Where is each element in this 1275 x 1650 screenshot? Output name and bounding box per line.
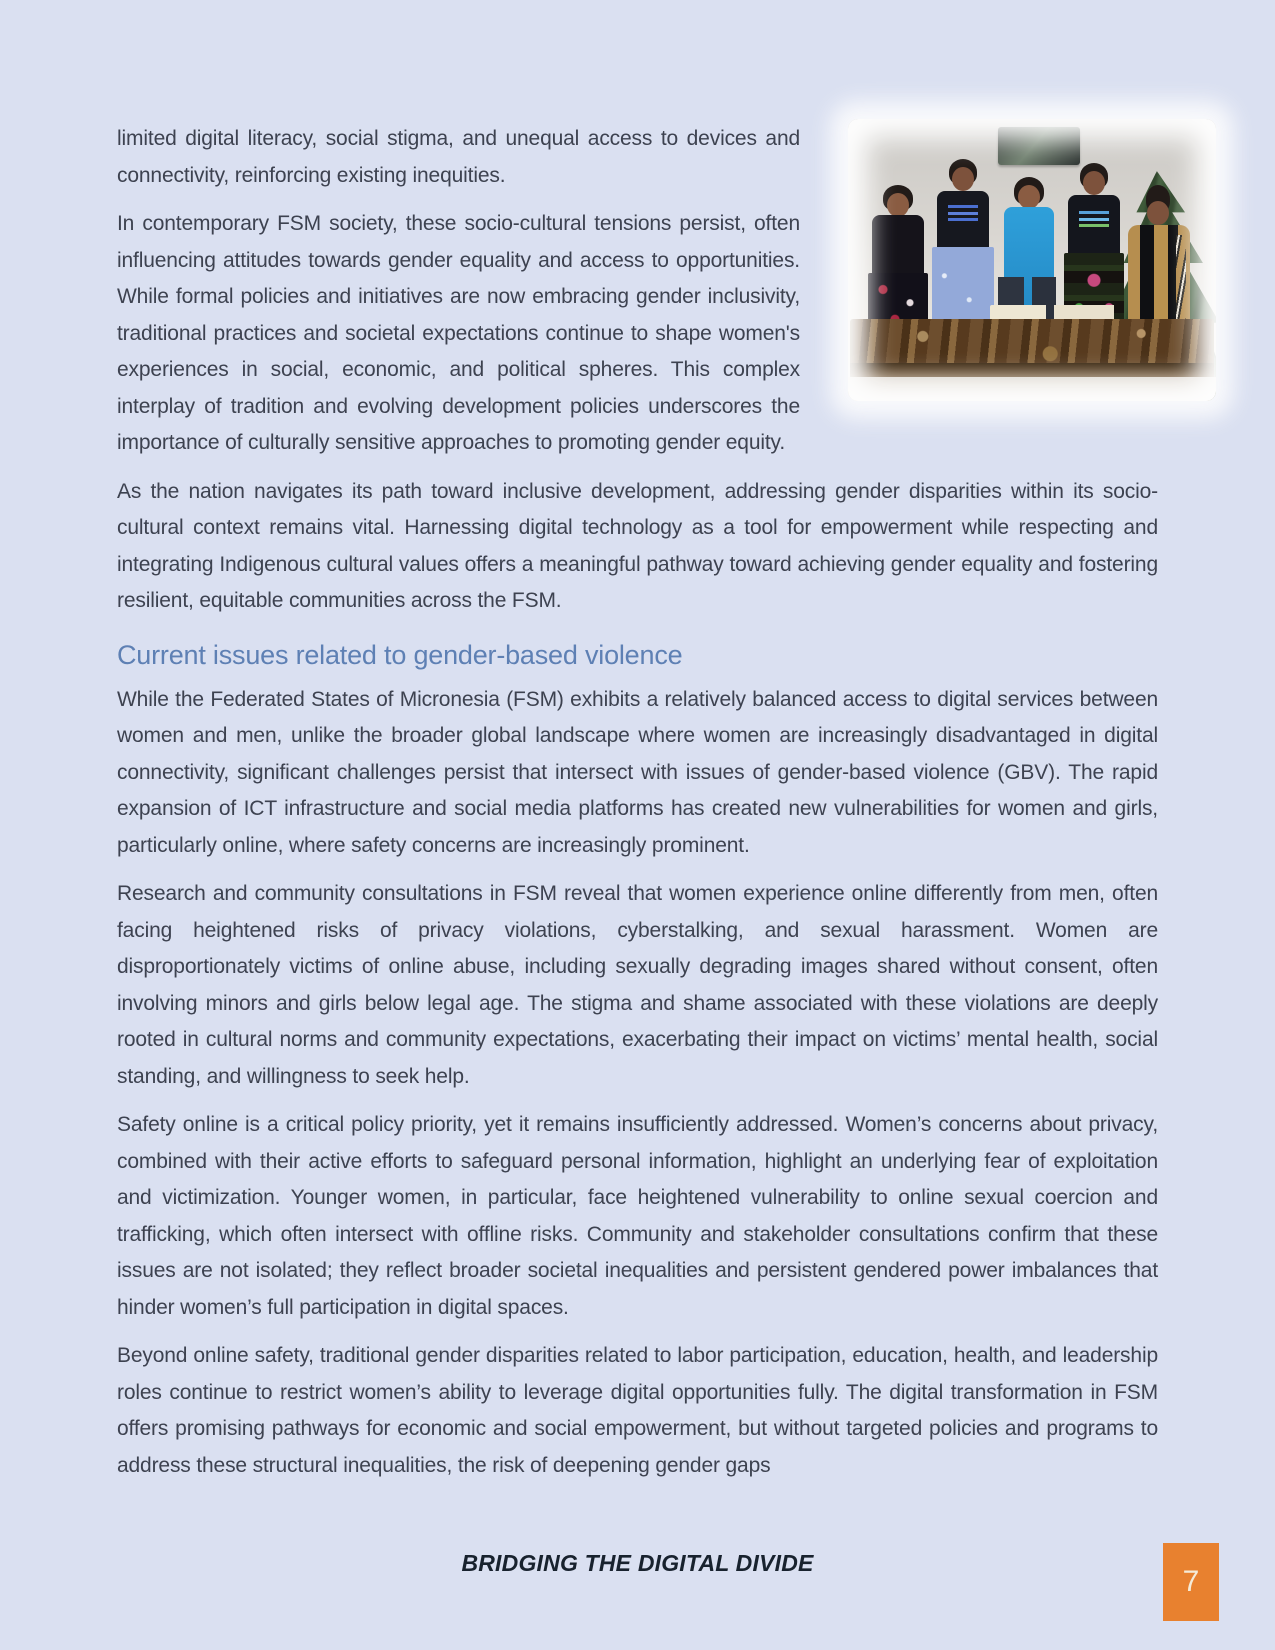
page-number-badge — [1163, 1543, 1219, 1621]
paragraph: Research and community consultations in FSM reveal that women experience online differently from men, often facing heightened risks of privacy violations, cyberstalking, and sexual harassment. Women are disproportionately victims of online abuse, including sexually degrading images shared without consent, often involving minors and girls below legal age. The stigma and shame associated with these violations are deeply rooted in cultural norms and community expectations, exacerbating their impact on victims’ mental health, social standing, and willingness to seek help. — [117, 882, 1158, 1088]
paragraph: In contemporary FSM society, these socio-cultural tensions persist, often influencing attitudes towards gender equality and access to opportunities. While formal policies and initiatives are now embracing gender inclusivity, traditional practices and societal expectations continue to shape women's experiences in social, economic, and political spheres. This complex interplay of tradition and evolving development policies underscores the importance of culturally sensitive approaches to promoting gender equity. — [117, 212, 800, 454]
photo-soft-edge — [848, 119, 1216, 401]
photo — [848, 119, 1216, 401]
paragraph: As the nation navigates its path toward inclusive development, addressing gender disparities within its socio-cultural context remains vital. Harnessing digital technology as a tool for empowerment while respecting and integrating Indigenous cultural values offers a meaningful pathway toward achieving gender equality and fostering resilient, equitable communities across the FSM. — [117, 479, 1158, 612]
page-number: 7 — [1182, 1565, 1200, 1598]
footer-title: BRIDGING THE DIGITAL DIVIDE — [461, 1550, 814, 1576]
paragraph: While the Federated States of Micronesia (FSM) exhibits a relatively balanced access to digital services between women and men, unlike the broader global landscape where women are increasingly disadvantaged in digital connectivity, significant challenges persist that intersect with issues of gender-based violence (GBV). The rapid expansion of ICT infrastructure and social media platforms has created new vulnerabilities for women and girls, particularly online, where safety concerns are increasingly prominent. — [117, 687, 1158, 857]
section-heading: Current issues related to gender-based violence — [117, 639, 683, 670]
paragraph: Safety online is a critical policy priority, yet it remains insufficiently addressed. Women’s concerns about privacy, combined with their active efforts to safeguard personal information, highlight an underlying fear of exploitation and victimization. Younger women, in particular, face heightened vulnerability to online sexual coercion and trafficking, which often intersect with offline risks. Community and stakeholder consultations confirm that these issues are not isolated; they reflect broader societal inequalities and persistent gendered power imbalances that hinder women’s full participation in digital spaces. — [117, 1113, 1158, 1319]
paragraph: limited digital literacy, social stigma, and unequal access to devices and connectivity, reinforcing existing inequities. — [117, 127, 800, 187]
page-body — [117, 121, 1158, 1496]
paragraph: Beyond online safety, traditional gender disparities related to labor participation, education, health, and leadership roles continue to restrict women’s ability to leverage digital opportunities fully. The digital transformation in FSM offers promising pathways for economic and social empowerment, but without targeted policies and programs to address these structural inequalities, the risk of deepening gender gaps — [117, 1344, 1158, 1477]
